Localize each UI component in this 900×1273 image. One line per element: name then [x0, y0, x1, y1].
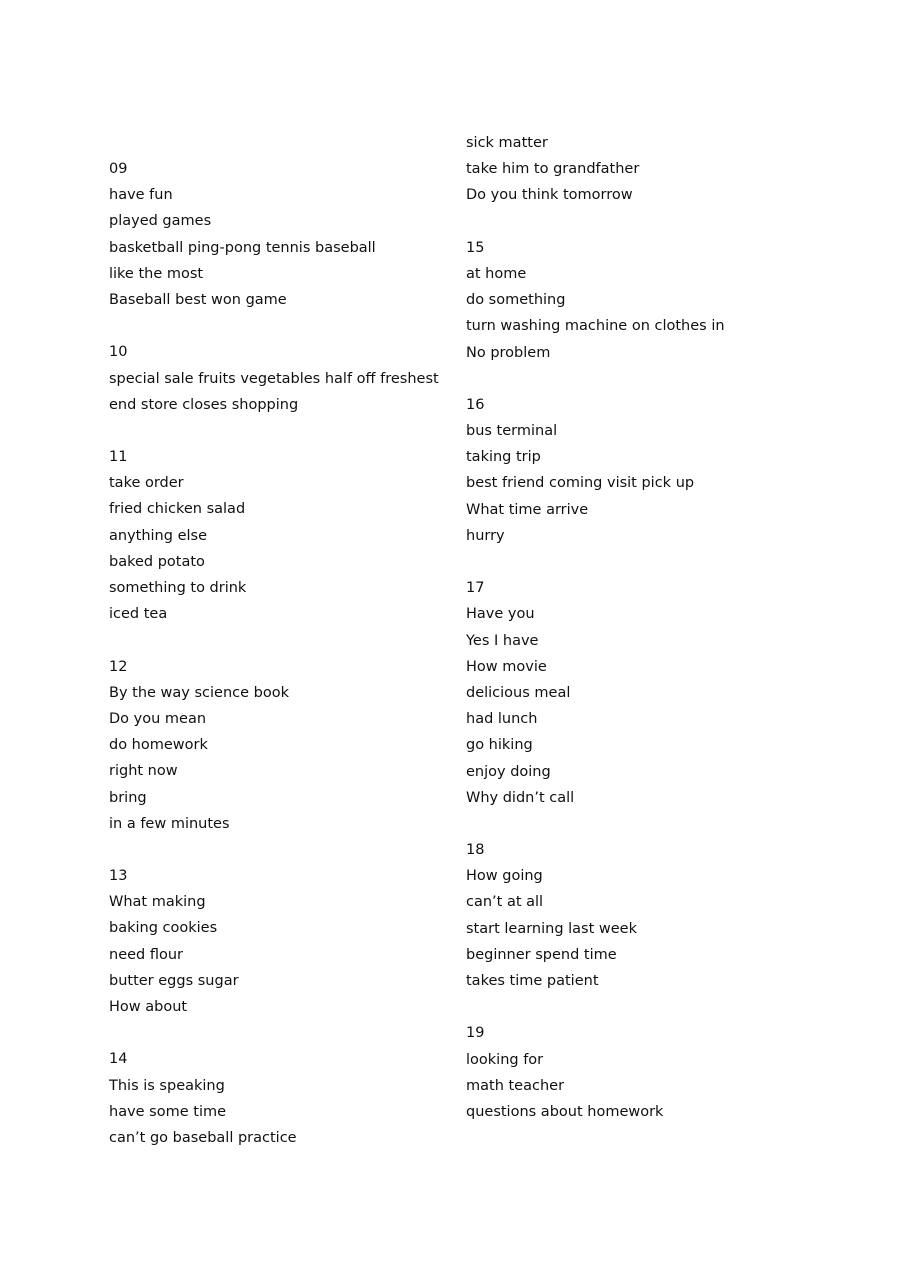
text-line: This is speaking	[109, 1077, 225, 1094]
blank-line	[466, 366, 796, 392]
text-line: butter eggs sugar	[109, 972, 239, 989]
text-line: Do you mean	[109, 710, 207, 727]
text-line: enjoy doing	[466, 763, 551, 780]
blank-line	[466, 811, 796, 837]
text-line: right now	[109, 763, 178, 780]
text-line: do homework	[109, 737, 208, 754]
text-line: By the way science book	[109, 684, 289, 701]
text-line: No problem	[466, 344, 551, 361]
text-line: start learning last week	[466, 920, 638, 937]
text-line: Baseball best won game	[109, 291, 287, 308]
text-line: bus terminal	[466, 423, 558, 440]
text-line: best friend coming visit pick up	[466, 475, 695, 492]
blank-line	[466, 209, 796, 235]
text-line: baked potato	[109, 553, 205, 570]
text-line: bring	[109, 789, 147, 806]
text-line: anything else	[109, 527, 207, 544]
text-line: How movie	[466, 658, 547, 675]
item-number-13: 13	[109, 868, 128, 885]
text-line: delicious meal	[466, 684, 571, 701]
text-line: Why didn’t call	[466, 789, 575, 806]
text-line: turn washing machine on clothes in	[466, 318, 725, 335]
blank-line	[466, 549, 796, 575]
text-line: fried chicken salad	[109, 501, 246, 518]
text-line: iced tea	[109, 606, 168, 623]
text-line: do something	[466, 292, 566, 309]
text-line: baking cookies	[109, 920, 218, 937]
text-line: How about	[109, 999, 188, 1015]
item-number-19: 19	[466, 1025, 485, 1042]
text-line: basketball ping-pong tennis baseball	[109, 239, 376, 256]
blank-line	[466, 994, 796, 1020]
item-number-18: 18	[466, 842, 485, 859]
text-line: math teacher	[466, 1077, 565, 1094]
text-line: like the most	[109, 265, 204, 282]
text-line: take order	[109, 475, 184, 492]
text-line: How going	[466, 868, 543, 885]
blank-line	[109, 627, 439, 653]
text-line: Do you think tomorrow	[466, 187, 633, 204]
text-line: What making	[109, 894, 206, 911]
item-number-12: 12	[109, 658, 128, 675]
text-line: played games	[109, 213, 212, 230]
text-line: end store closes shopping	[109, 396, 299, 413]
item-number-15: 15	[466, 239, 485, 256]
text-line: sick matter	[466, 135, 548, 151]
text-line: Yes I have	[466, 632, 539, 649]
text-line: looking for	[466, 1051, 544, 1068]
text-line: What time arrive	[466, 501, 589, 518]
text-line: special sale fruits vegetables half off freshest	[109, 370, 439, 387]
text-line: Have you	[466, 606, 535, 623]
text-line: can’t at all	[466, 894, 544, 911]
left-column	[109, 156, 439, 1151]
text-line: have some time	[109, 1103, 227, 1120]
text-line: questions about homework	[466, 1103, 664, 1120]
blank-line	[109, 418, 439, 444]
text-line: have fun	[109, 187, 173, 204]
item-number-14: 14	[109, 1051, 128, 1068]
text-line: taking trip	[466, 449, 541, 466]
item-number-16: 16	[466, 396, 485, 413]
text-line: beginner spend time	[466, 946, 617, 963]
text-line: at home	[466, 265, 527, 282]
text-line: can’t go baseball practice	[109, 1129, 297, 1146]
item-number-17: 17	[466, 580, 485, 597]
item-number-09: 09	[109, 161, 128, 177]
text-line: had lunch	[466, 711, 538, 728]
text-line: takes time patient	[466, 973, 599, 989]
blank-line	[109, 837, 439, 863]
text-line: hurry	[466, 527, 505, 544]
right-column	[466, 130, 796, 1125]
text-line: in a few minutes	[109, 815, 230, 832]
text-line: take him to grandfather	[466, 161, 640, 178]
blank-line	[109, 1020, 439, 1046]
text-line: something to drink	[109, 580, 247, 596]
text-line: go hiking	[466, 737, 533, 754]
item-number-11: 11	[109, 449, 128, 466]
blank-line	[109, 313, 439, 339]
item-number-10: 10	[109, 344, 128, 361]
text-line: need flour	[109, 946, 184, 963]
